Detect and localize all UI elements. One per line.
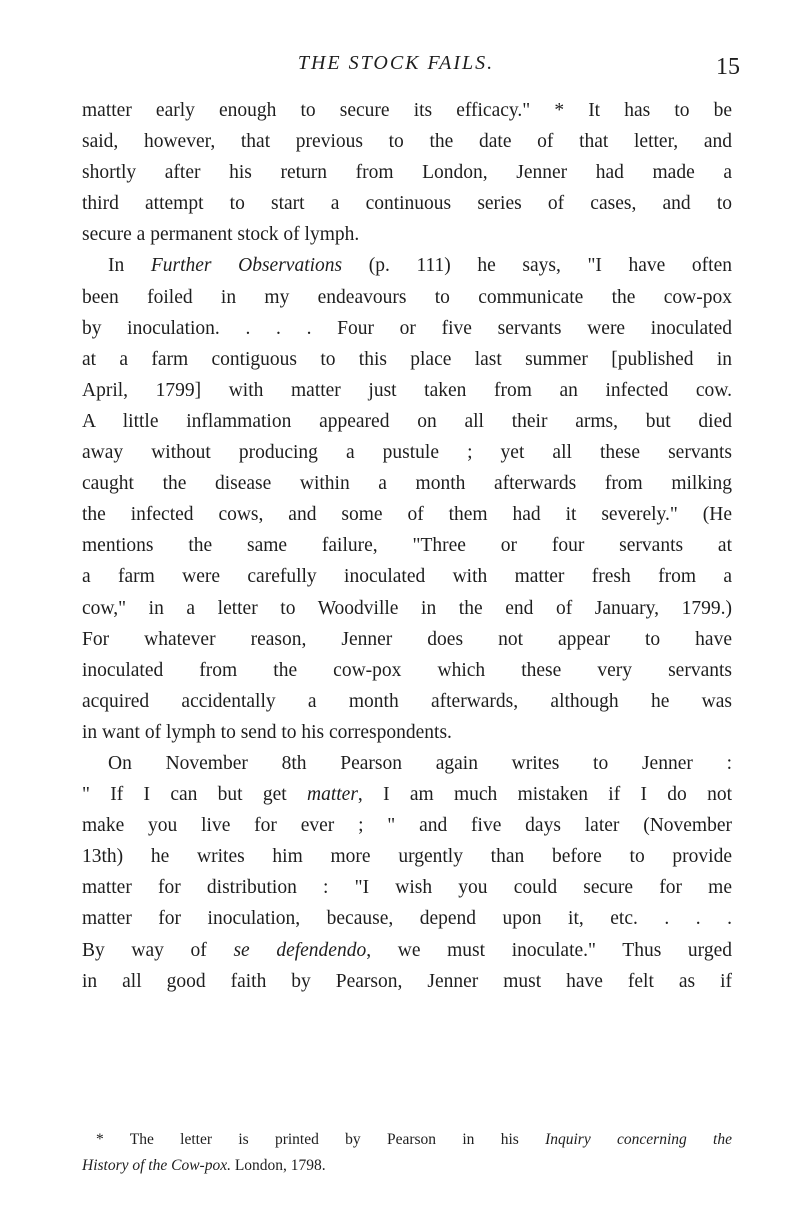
text-line: matter for distribution : "I wish you could secure for me bbox=[82, 877, 732, 899]
italic-phrase: Inquiry concerning the bbox=[545, 1131, 732, 1148]
text-line: matter early enough to secure its efficacy." * It has to be bbox=[82, 100, 732, 121]
text-line: April, 1799] with matter just taken from an infected cow. bbox=[82, 379, 732, 401]
text-line: matter for inoculation, because, depend upon it, etc. . . . bbox=[82, 908, 732, 930]
text-line: For whatever reason, Jenner does not appear to have bbox=[82, 628, 732, 650]
text-line: shortly after his return from London, Jenner had made a bbox=[82, 162, 732, 184]
text-line: cow," in a letter to Woodville in the end of January, 1799.) bbox=[82, 597, 732, 619]
text-line: make you live for ever ; " and five days later (November bbox=[82, 815, 732, 837]
text-line: the infected cows, and some of them had it severely." (He bbox=[82, 504, 732, 526]
text-line: third attempt to start a continuous series of cases, and to bbox=[82, 193, 732, 215]
text-line: On November 8th Pearson again writes to Jenner : bbox=[108, 752, 732, 774]
italic-phrase: Further Observations bbox=[150, 255, 343, 277]
italic-phrase: se defendendo bbox=[233, 939, 367, 961]
page-number: 15 bbox=[716, 54, 740, 80]
text-line: away without producing a pustule ; yet all these servants bbox=[82, 442, 732, 464]
text-line: in all good faith by Pearson, Jenner must have felt as if bbox=[82, 970, 732, 992]
italic-phrase: History of the Cow-pox. bbox=[82, 1157, 231, 1174]
text-line: acquired accidentally a month afterwards, although he was bbox=[82, 690, 732, 712]
text-line: secure a permanent stock of lymph. bbox=[82, 224, 360, 246]
text-line: inoculated from the cow-pox which these very servants bbox=[82, 659, 732, 681]
text-line: said, however, that previous to the date of that letter, and bbox=[82, 131, 732, 153]
running-head bbox=[82, 48, 740, 80]
footnote-line: * The letter is printed by Pearson in his Inquiry concerning the bbox=[96, 1131, 732, 1148]
text-line: in want of lymph to send to his correspondents. bbox=[82, 721, 452, 743]
body-text bbox=[82, 95, 732, 997]
italic-phrase: matter bbox=[307, 784, 358, 806]
running-title: THE STOCK FAILS. bbox=[297, 52, 495, 74]
text-line: been foiled in my endeavours to communicate the cow-pox bbox=[82, 286, 732, 308]
text-line: by inoculation. . . . Four or five servants were inoculated bbox=[82, 317, 732, 339]
text-line: at a farm contiguous to this place last summer [published in bbox=[82, 348, 732, 370]
text-line: 13th) he writes him more urgently than before to provide bbox=[82, 846, 732, 868]
text-line: mentions the same failure, "Three or four servants at bbox=[82, 535, 732, 557]
text-line: " If I can but get matter, I am much mistaken if I do not bbox=[82, 784, 732, 806]
text-line: By way of se defendendo, we must inoculate." Thus urged bbox=[82, 939, 732, 961]
footnote bbox=[82, 1127, 732, 1179]
text-line: A little inflammation appeared on all their arms, but died bbox=[82, 410, 732, 432]
text-line: a farm were carefully inoculated with matter fresh from a bbox=[82, 566, 732, 588]
text-line: In Further Observations (p. 111) he says, "I have often bbox=[108, 255, 732, 277]
text-line: caught the disease within a month afterwards from milking bbox=[82, 473, 732, 495]
footnote-line: History of the Cow-pox. London, 1798. bbox=[82, 1157, 326, 1174]
